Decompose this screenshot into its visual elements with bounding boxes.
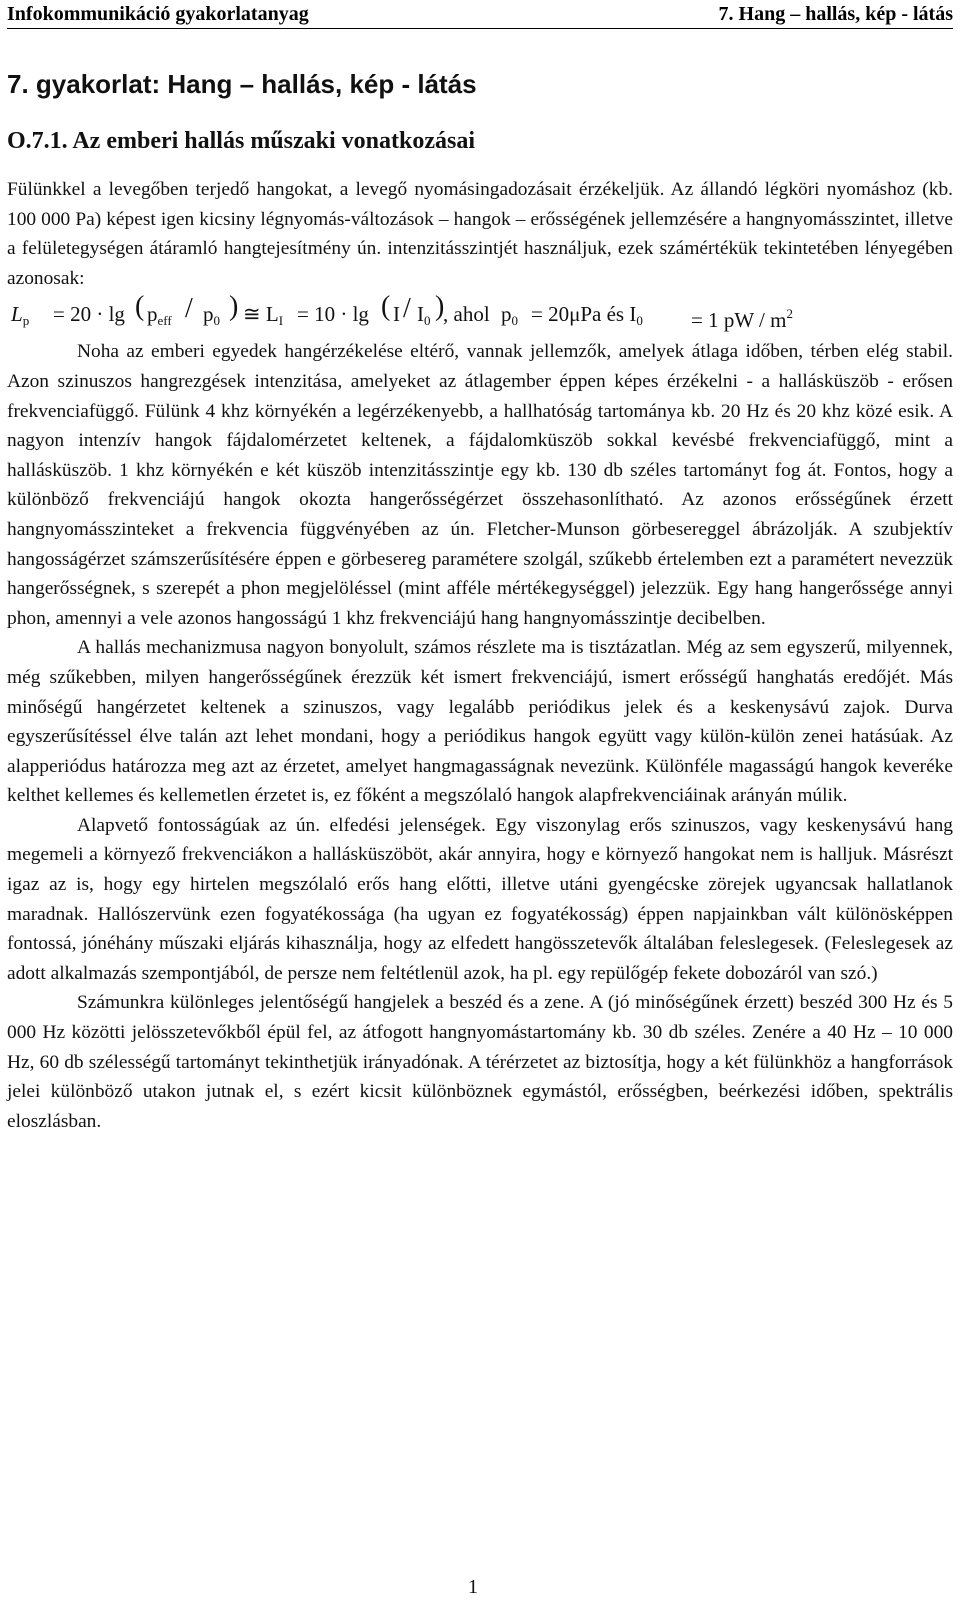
formula-ahol: , ahol — [443, 302, 490, 327]
formula-peff: $p_{eff}$ — [147, 302, 172, 329]
level-formula: $L_p$ = 20 · lg ( $p_{eff}$ / $p_0$ ) ≅ $L_I$ = 10 · lg ( I / $I_0$ ) , ahol $p_0$ = 20μPa és $I_0$ = 1 pW / $m^2$ — [7, 295, 953, 333]
formula-eq1: = 20 · lg — [53, 302, 125, 327]
header-left: Infokommunikáció gyakorlatanyag — [7, 3, 309, 25]
formula-I0: $I_0$ — [417, 302, 431, 329]
paragraph-intro: Fülünkkel a levegőben terjedő hangokat, a levegő nyomásingadozásait érzékeljük. Az állandó légköri nyomáshoz (kb. 100 000 Pa) képest igen kicsiny légnyomás-változások – hangok – erősségének jellemzésére a hangnyomásszintet, illetve a felületegységen átáramló hangtejesítmény ún. intenzitásszintjét használjuk, ezek számértékük tekintetében lényegében azonosak: — [7, 179, 953, 289]
formula-lhs: $L_p$ — [11, 302, 30, 329]
paragraph-speech-music: Számunkra különleges jelentőségű hangjelek a beszéd és a zene. A (jó minőségűnek érzett) beszéd 300 Hz és 5 000 Hz közötti jelösszetevőkből épül fel, az átfogott hangnyomástartomány kb. 30 db széles. Zenére a 40 Hz – 10 000 Hz, 60 db szélességű tartományt tekinthetjük irányadónak. A térérzetet az biztosítja, hogy a két fülünkhöz a hangforrások jelei különböző utakon jutnak el, s ezért kicsit különböznek egymástól, erősségben, beérkezési időben, spektrális eloszlásban. — [7, 992, 953, 1132]
paragraph-mechanism: A hallás mechanizmusa nagyon bonyolult, számos részlete ma is tisztázatlan. Még az sem egyszerű, milyennek, még szűkebben, milyen hangerősségűnek érezzük két ismert frekvenciájú, ismert erősségű hanghatás eredőjét. Más minőségű hangérzetet keltenek a szinuszos, vagy legalább periódikus jelek és a keskenysávú zajok. Durva egyszerűsítéssel élve talán azt lehet mondani, hogy a periódikus hangok együtt vagy külön-külön zenei hatásúak. Az alapperiódus határozza meg azt az érzetet, amelyet hangmagasságnak nevezünk. Különféle magasságú hangok keveréke kelthet kellemes és kellemetlen érzetet is, ez főként a megszólaló hangok alapfrekvenciáinak arányán múlik. — [7, 637, 953, 807]
document-page — [7, 0, 953, 1136]
formula-approx: ≅ $L_I$ — [243, 302, 284, 329]
formula-p0: $p_0$ — [203, 302, 220, 329]
page-number: 1 — [468, 1576, 478, 1598]
formula-p0-value: = 20μPa és $I_0$ — [531, 302, 643, 329]
page-title: 7. gyakorlat: Hang – hallás, kép - látás — [7, 69, 477, 99]
formula-p0-def: $p_0$ — [501, 302, 518, 329]
header-right: 7. Hang – hallás, kép - látás — [718, 3, 953, 25]
paragraph-hearing-threshold: Noha az emberi egyedek hangérzékelése eltérő, vannak jellemzők, amelyek átlaga időben, térben elég stabil. Azon szinuszos hangrezgések intenzitása, amelyeket az átlagember éppen képes érzékelni - a hallásküszöb - erősen frekvenciafüggő. Fülünk 4 khz környékén a legérzékenyebb, a hallhatóság tartománya kb. 20 Hz és 20 khz közé esik. A nagyon intenzív hangok fájdalomérzetet keltenek, a fájdalomküszöb sokkal kevésbé frekvenciafüggő, mint a hallásküszöb. 1 khz környékén e két küszöb intenzitásszintje egy kb. 130 db széles tartományt fog át. Fontos, hogy a különböző frekvenciájú hangok okozta hangerősségérzet összehasonlítható. Az azonos erősségűnek érzett hangnyomásszinteket a frekvencia függvényében az ún. Fletcher-Munson görbesereggel ábrázolják. A szubjektív hangosságérzet számszerűsítésére éppen e görbesereg paramétere szolgál, szűkebb értelemben ezt a paramétert nevezzük hangerősségnek, s szerepét a phon megjelöléssel (mint afféle mértékegységgel) jelezzük. Egy hang hangerőssége annyi phon, amennyi a vele azonos hangosságú 1 khz frekvenciájú hang hangnyomásszintje decibelben. — [7, 341, 953, 629]
formula-I0-value: = 1 pW / $m^2$ — [691, 306, 793, 333]
running-header — [7, 0, 953, 29]
section-heading: O.7.1. Az emberi hallás műszaki vonatkozásai — [7, 128, 476, 154]
formula-I: I — [393, 302, 400, 327]
paragraph-masking: Alapvető fontosságúak az ún. elfedési jelenségek. Egy viszonylag erős szinuszos, vagy keskenysávú hang megemeli a környező frekvenciákon a hallásküszöböt, akár annyira, hogy e környező hangokat nem is halljuk. Másrészt igaz az is, hogy egy hirtelen megszólaló erős hang előtti, illetve utáni gyengécske zörejek ugyancsak hallatlanok maradnak. Hallószervünk ezen fogyatékossága (ha ugyan ez fogyatékosság) éppen napjainkban vált különösképpen fontossá, jónéhány műszaki eljárás kihasználja, hogy az elfedett hangösszetevők általában feleslegesek. (Feleslegesek az adott alkalmazás szempontjából, de persze nem feltétlenül azok, ha pl. egy repülőgép fekete dobozáról van szó.) — [7, 814, 953, 984]
formula-eq2: = 10 · lg — [297, 302, 369, 327]
